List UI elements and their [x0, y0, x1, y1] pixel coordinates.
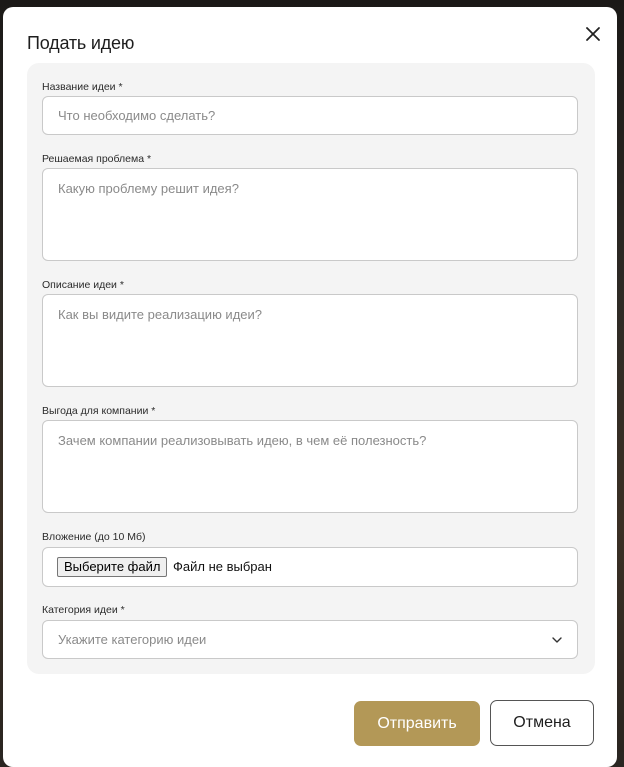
submit-button[interactable]: Отправить — [354, 701, 480, 746]
description-textarea[interactable] — [42, 294, 578, 387]
attachment-field — [42, 547, 578, 587]
modal-title: Подать идею — [27, 33, 135, 53]
benefit-label: Выгода для компании * — [42, 405, 156, 417]
benefit-textarea[interactable] — [42, 420, 578, 513]
description-label: Описание идеи * — [42, 279, 124, 291]
idea-name-input[interactable] — [42, 96, 578, 135]
idea-name-label: Название идеи * — [42, 81, 123, 93]
file-status: Файл не выбран — [173, 559, 272, 574]
problem-label: Решаемая проблема * — [42, 153, 152, 165]
close-button[interactable] — [583, 24, 603, 44]
attachment-label: Вложение (до 10 Мб) — [42, 531, 146, 543]
chevron-down-icon — [551, 634, 563, 646]
close-icon — [583, 24, 603, 44]
problem-textarea[interactable] — [42, 168, 578, 261]
choose-file-button[interactable]: Выберите файл — [57, 557, 167, 577]
category-select[interactable] — [42, 620, 578, 659]
category-label: Категория идеи * — [42, 604, 125, 616]
category-placeholder: Укажите категорию идеи — [58, 632, 207, 647]
form-panel — [27, 63, 595, 674]
submit-idea-modal — [3, 7, 617, 767]
cancel-button[interactable]: Отмена — [490, 700, 594, 746]
